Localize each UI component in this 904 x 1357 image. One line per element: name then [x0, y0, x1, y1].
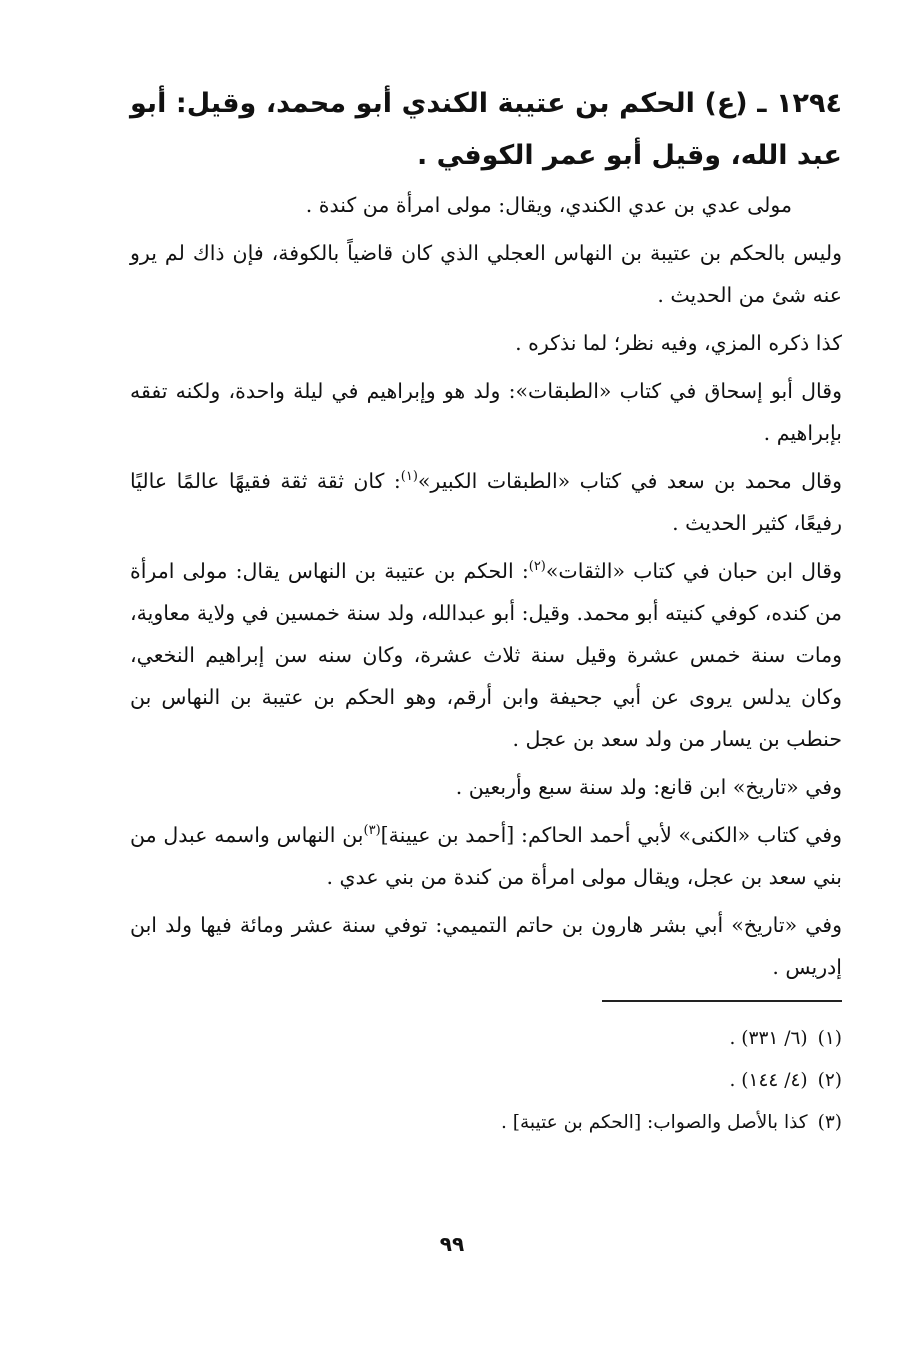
paragraph-ibn-saad-part-1: وقال محمد بن سعد في كتاب «الطبقات الكبير»: [417, 469, 843, 493]
footnotes-list: [130, 1020, 842, 1142]
footnote-item: [130, 1104, 842, 1142]
paragraph-ibn-saad-part-2: : كان ثقة ثقة فقيهًا عالمًا عاليًا رفيعًا، كثير الحديث .: [130, 469, 842, 535]
page-number: ٩٩: [439, 1232, 465, 1256]
footnote-ref-1: (١): [400, 469, 418, 485]
paragraph-ibn-saad: [130, 460, 842, 544]
paragraph-mizzi-note: كذا ذكره المزي، وفيه نظر؛ لما نذكره .: [515, 331, 842, 355]
footnote-item: [130, 1062, 842, 1100]
paragraph-ibn-qani: وفي «تاريخ» ابن قانع: ولد سنة سبع وأربعين .: [455, 775, 842, 799]
paragraph-abu-bishr: وفي «تاريخ» أبي بشر هارون بن حاتم التميمي: توفي سنة عشر ومائة فيها ولد ابن إدريس .: [130, 913, 842, 979]
footnote-divider: [602, 1000, 842, 1002]
paragraph-ibn-hibban-part-1: وقال ابن حبان في كتاب «الثقات»: [545, 559, 842, 583]
footnote-number: (٢): [817, 1070, 842, 1091]
paragraph-abu-ishaq: وقال أبو إسحاق في كتاب «الطبقات»: ولد هو وإبراهيم في ليلة واحدة، ولكنه تفقه بإبراهيم .: [130, 379, 842, 445]
paragraph-not-the-judge: وليس بالحكم بن عتيبة بن النهاس العجلي الذي كان قاضياً بالكوفة، فإن ذاك لم يرو عنه شئ من الحديث .: [130, 241, 842, 307]
paragraph-ibn-hibban-part-2: : الحكم بن عتيبة بن النهاس يقال: مولى امرأة من كنده، كوفي كنيته أبو محمد. وقيل: أبو عبدالله، ولد سنة خمسين في ولاية معاوية، ومات سنة خمس عشرة وقيل سنة ثلاث عشرة، وكان سنه سن إبراهيم النخعي، وكان يدلس يروى عن أبي جحيفة وابن أرقم، وهو الحكم بن عتيبة بن النهاس بن حنطب بن يسار من ولد سعد بن عجل .: [130, 559, 842, 751]
paragraph-ibn-hibban: [130, 550, 842, 760]
page-body: [130, 78, 842, 1146]
paragraph-al-kuna-part-1: وفي كتاب «الكنى» لأبي أحمد الحاكم: [أحمد بن عيينة]: [380, 823, 843, 847]
entry-title: ١٢٩٤ ـ (ع) الحكم بن عتيبة الكندي أبو محمد، وقيل: أبو عبد الله، وقيل أبو عمر الكوفي .: [130, 88, 842, 171]
footnote-text: (٦/ ٣٣١) .: [729, 1028, 808, 1049]
footnote-item: [130, 1020, 842, 1058]
paragraph-al-kuna: [130, 814, 842, 898]
paragraph-al-kuna-part-2: بن النهاس واسمه عبدل من بني سعد بن عجل، ويقال مولى امرأة من كندة من بني عدي .: [130, 823, 842, 889]
footnote-text: (٤/ ١٤٤) .: [729, 1070, 808, 1091]
footnote-number: (١): [817, 1028, 842, 1049]
footnote-number: (٣): [817, 1112, 842, 1133]
paragraph-mawla: مولى عدي بن عدي الكندي، ويقال: مولى امرأة من كندة .: [305, 193, 792, 217]
footnote-ref-3: (٣): [363, 823, 381, 839]
footnote-ref-2: (٢): [528, 559, 546, 575]
footnote-text: كذا بالأصل والصواب: [الحكم بن عتيبة] .: [501, 1112, 808, 1133]
